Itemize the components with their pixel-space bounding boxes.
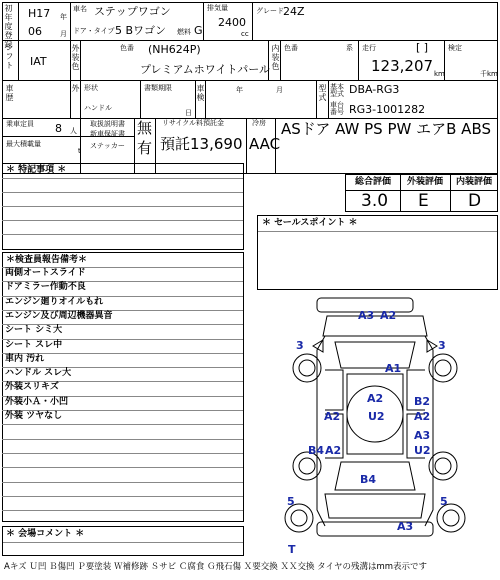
mileage-label: 走行 (362, 44, 376, 52)
damage-mark: U2 (368, 410, 385, 423)
inspector-item: ハンドル スレ大 (5, 368, 72, 379)
aircon-label: 冷房 (252, 119, 266, 127)
aircon-value: AAC (249, 135, 281, 153)
fuel-value: G (194, 24, 203, 37)
inspector-item: シート シミ大 (5, 325, 63, 336)
book-label: 書類期限 (144, 84, 172, 92)
system-label: 系 (346, 44, 353, 52)
damage-mark: U2 (414, 444, 431, 457)
sales-point-title: ＊ セールスポイント ＊ (262, 218, 358, 228)
mileage-value: 123,207 (371, 57, 434, 75)
damage-mark: 5 (440, 495, 448, 508)
equipment: ASドア AW PS PW エアB ABS (281, 120, 491, 138)
int-color-label: 内装色 (271, 44, 280, 71)
inspector-title: ＊検査員報告備考＊ (6, 255, 88, 265)
year-label: 年 (236, 86, 243, 94)
grade-value: 24Z (283, 5, 305, 18)
damage-mark: A2 (367, 392, 384, 405)
inspection-label: 検定 (448, 44, 462, 52)
damage-mark: T (288, 543, 296, 556)
damage-mark: B4 (360, 473, 377, 486)
inspector-item: エンジン廻りオイルもれ (5, 296, 104, 307)
recycle-value: 預託13,690 (160, 135, 243, 153)
venue-comment-title: ＊ 会場コメント ＊ (6, 529, 85, 539)
list-divider (2, 496, 243, 497)
interior-value: D (468, 191, 482, 211)
manual-label: 取扱説明書 (90, 120, 125, 128)
color-num-label: 色番 (120, 44, 134, 52)
year-value: H17 (28, 7, 51, 20)
damage-mark: 3 (296, 339, 304, 352)
inspector-item: 両側オートスライド (5, 268, 86, 278)
doors-type-label: ドア・タイプ (73, 27, 115, 35)
damage-mark: A3 (414, 429, 431, 442)
color-code: (NH624P) (148, 43, 201, 56)
sticker-value: 有 (137, 139, 153, 157)
mileage-bracket: [ ] (416, 41, 429, 54)
month-value: 06 (28, 25, 42, 38)
list-divider (2, 424, 243, 425)
doors-value: 5 Bワゴン (115, 24, 167, 37)
damage-mark: A2 (414, 410, 431, 423)
day-label: 日 (185, 109, 192, 117)
displacement-value: 2400 (218, 16, 246, 29)
damage-mark: B4 (308, 444, 325, 457)
exterior-value: E (418, 191, 429, 211)
special-notes-title: ＊ 特記事項 ＊ (6, 165, 67, 175)
ext-color-label: 外装色 (71, 44, 80, 71)
damage-mark: A1 (385, 362, 402, 375)
capacity-value: 8 (55, 122, 62, 135)
left-label: 車歴 (5, 84, 14, 102)
inspector-item: 外装 ツヤなし (5, 411, 63, 421)
list-divider (2, 453, 243, 454)
overall-label: 総合評価 (355, 177, 392, 187)
inspector-item: シート スレ中 (5, 339, 63, 350)
list-divider (2, 467, 243, 468)
outer-label: 外 (71, 84, 80, 93)
fuel-label: 燃料 (177, 28, 191, 36)
damage-mark: A2 (324, 410, 341, 423)
damage-mark: A2 (380, 309, 397, 322)
chassis-value: RG3-1001282 (349, 103, 426, 116)
type-label: 型式 (318, 84, 327, 102)
sticker-label: ステッカー (90, 142, 125, 150)
car-name: ステップワゴン (94, 5, 171, 18)
year-unit: 年 (60, 13, 67, 21)
overall-value: 3.0 (361, 191, 389, 211)
model-value: DBA-RG3 (349, 83, 400, 96)
damage-mark: B2 (414, 395, 431, 408)
month-unit: 月 (60, 30, 67, 38)
row-divider (2, 80, 498, 81)
damage-mark: A2 (325, 444, 342, 457)
shift-label: シフト (5, 43, 14, 70)
thousand-km: 千km (480, 70, 498, 78)
displacement-unit: cc (241, 30, 249, 38)
color-num2-label: 色番 (284, 44, 298, 52)
list-divider (2, 439, 243, 440)
exterior-label: 外装評価 (407, 177, 444, 187)
damage-mark: A3 (358, 309, 375, 322)
car-inspect-label: 車検 (196, 84, 205, 102)
inspector-item: 外装小Ａ・小凹 (5, 396, 69, 407)
list-divider (2, 482, 243, 483)
row-divider (2, 118, 498, 119)
manual-value: 無 (137, 119, 153, 137)
car-name-label: 車名 (73, 5, 87, 13)
list-divider (2, 510, 243, 511)
damage-mark: 3 (438, 339, 446, 352)
capacity-unit: 人 (70, 127, 77, 135)
loadcap-unit: t (78, 147, 81, 155)
inspector-item: エンジン及び周辺機器異音 (5, 310, 113, 321)
displacement-label: 排気量 (207, 4, 228, 12)
first-reg-label: 初年度登録 (4, 4, 13, 49)
handle-label: ハンドル (84, 104, 112, 112)
loadcap-label: 最大積載量 (6, 140, 41, 148)
interior-label: 内装評価 (456, 177, 493, 187)
recycle-label: リサイクル料預託金 (162, 119, 225, 127)
capacity-label: 乗車定員 (6, 120, 34, 128)
inspector-item: 車内 汚れ (5, 353, 45, 364)
inspector-item: 外装スリキズ (5, 382, 59, 393)
shift-value: IAT (30, 55, 47, 68)
color-name: プレミアムホワイトパール (140, 63, 271, 76)
warranty-label: 新車保証書 (90, 130, 125, 138)
damage-mark: A3 (397, 520, 414, 533)
damage-mark: 5 (287, 495, 295, 508)
basic-model-label: 基本型式 (330, 83, 344, 98)
damage-legend: Aキズ Ｕ凹 Ｂ傷凹 Ｐ要塗装 Ｗ補修跡 Ｓサビ Ｃ腐食 Ｇ飛石傷 Ｘ要交換 ＸＸ交換 タイヤの残溝はmm表示です (4, 562, 428, 572)
chassis-label: 車台番号 (330, 101, 344, 116)
inspector-item: ドアミラー作動不良 (5, 282, 86, 293)
mileage-unit: km (434, 70, 445, 78)
month-label: 月 (276, 86, 283, 94)
shape-label: 形状 (84, 84, 98, 92)
grade-label: グレード (256, 7, 284, 15)
